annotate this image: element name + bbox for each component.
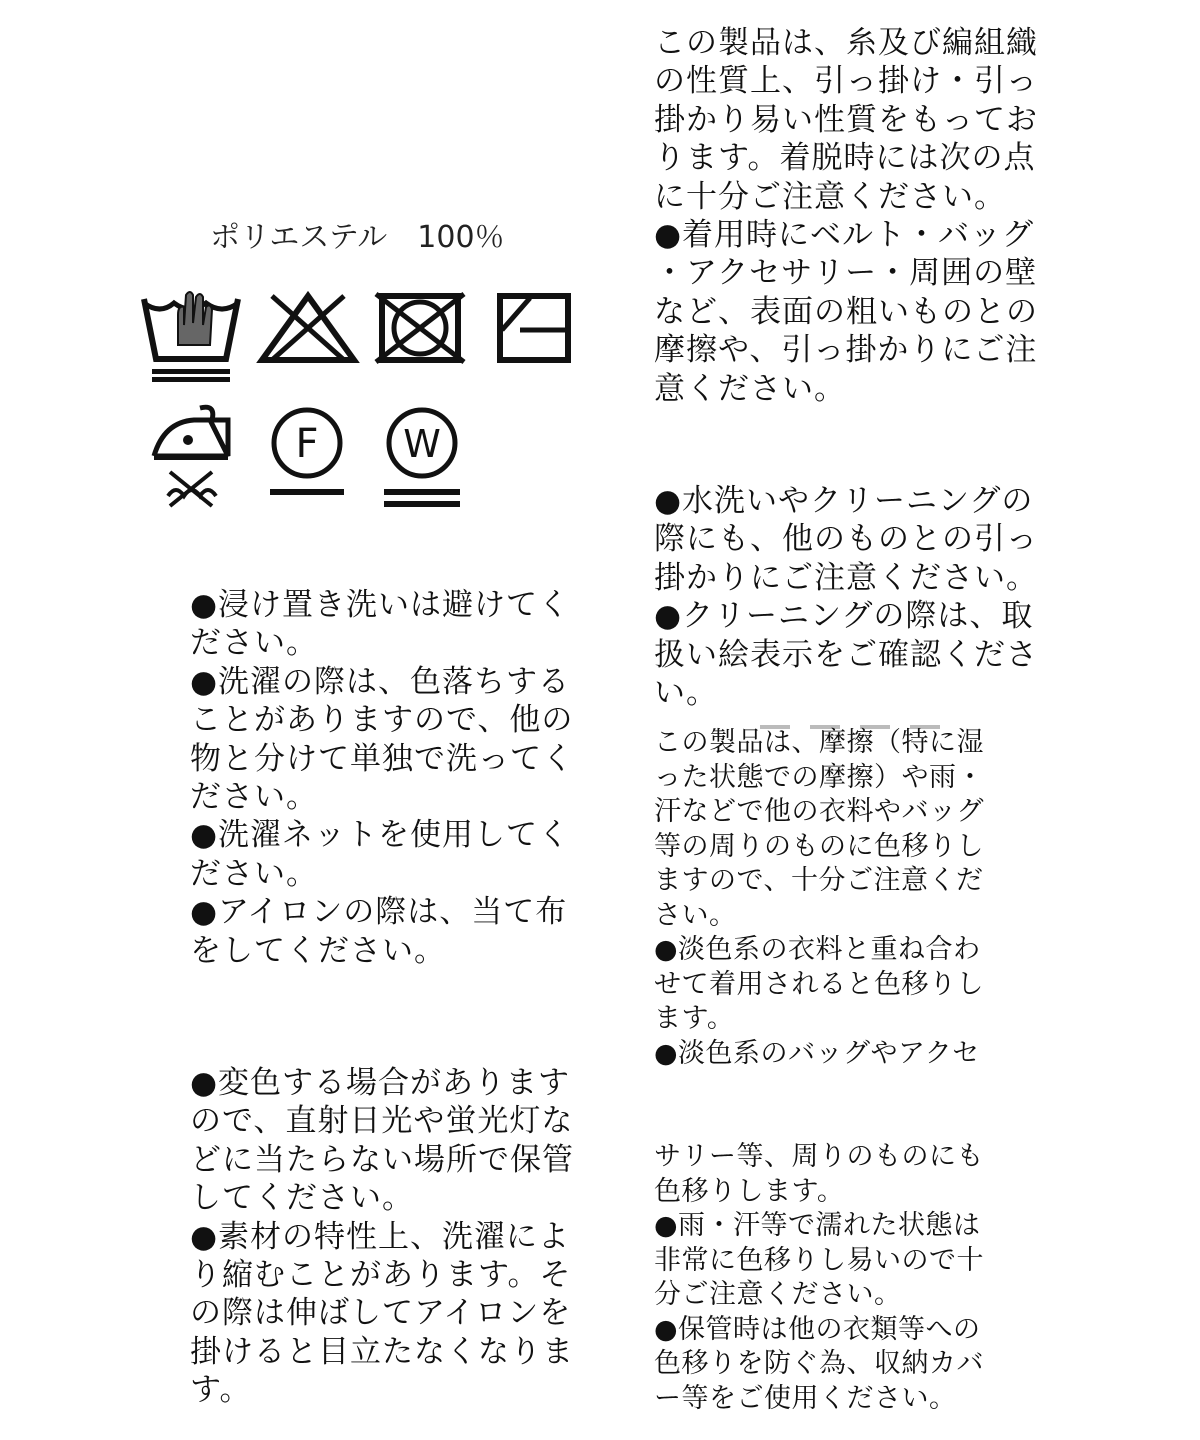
material-label: ポリエステル 100％ <box>210 220 505 255</box>
washing-notes: ●浸け置き洗いは避けてく ださい。 ●洗濯の際は、色落ちする ことがありますので、他の 物と分けて単独で洗ってく ださい。 ●洗濯ネットを使用してく ださい。 ●アイロンの際は、当て布 をしてください。 <box>190 587 574 969</box>
svg-text:F: F <box>295 421 319 467</box>
line-dry-shade-icon <box>494 290 574 366</box>
cleaning-snag-notes: ●水洗いやクリーニングの 際にも、他のものとの引っ 掛かりにご注意ください。 ●クリーニングの際は、取 扱い絵表示をご確認くださ い。 <box>654 483 1038 712</box>
iron-low-with-cloth-icon <box>150 400 240 510</box>
cropped-text-fragment <box>760 714 1000 722</box>
no-bleach-icon <box>258 290 358 364</box>
no-tumble-dry-icon <box>372 290 468 366</box>
storage-notes: ●変色する場合があります ので、直射日光や蛍光灯な どに当たらない場所で保管 してください。 ●素材の特性上、洗濯によ り縮むことがあります。そ の際は伸ばしてアイロンを 掛けると目立たなくなりま す。 <box>190 1065 574 1409</box>
svg-text:W: W <box>403 422 441 466</box>
wet-clean-w-icon <box>378 405 466 515</box>
hand-wash-icon <box>138 285 244 383</box>
color-transfer-notes-continued: サリー等、周りのものにも 色移りします。 ●雨・汗等で濡れた状態は 非常に色移りし易いので十 分ご注意ください。 ●保管時は他の衣類等への 色移りを防ぐ為、収納カバ ー等をご使用ください。 <box>654 1141 984 1414</box>
dry-clean-f-icon <box>264 405 350 501</box>
color-transfer-notes: この製品は、摩擦（特に湿 った状態での摩擦）や雨・ 汗などで他の衣料やバッグ 等の周りのものに色移りし ますので、十分ご注意くだ さい。 ●淡色系の衣料と重ね合わ せて着用されると色移りし ます。 ●淡色系のバッグやアクセ <box>654 727 984 1069</box>
snag-notes: この製品は、糸及び編組織 の性質上、引っ掛け・引っ 掛かり易い性質をもってお ります。着脱時には次の点 に十分ご注意ください。 ●着用時にベルト・バッグ ・アクセサリー・周囲の壁 など、表面の粗いものとの 摩擦や、引っ掛かりにご注 意ください。 <box>654 25 1038 407</box>
